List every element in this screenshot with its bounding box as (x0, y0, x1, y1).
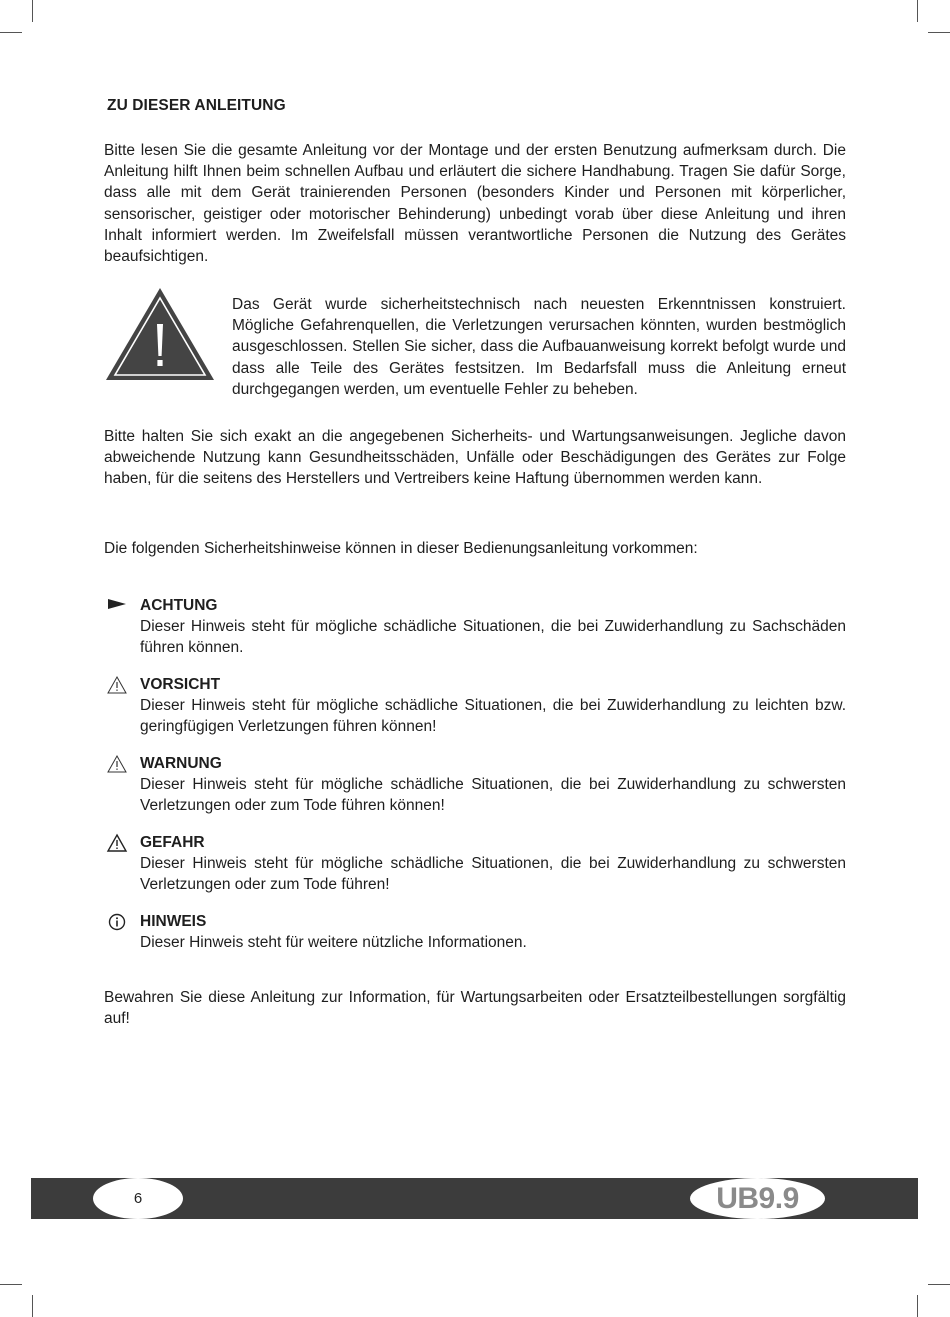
info-circle-icon (106, 912, 128, 932)
notice-title: WARNUNG (140, 755, 222, 772)
safety-box-text: Das Gerät wurde sicherheitstechnisch nach neuesten Erkenntnissen konstruiert. Mögliche Gefahrenquellen, die Verletzungen verursachen könnten, wurden bestmöglich ausgeschlossen. Stellen Sie sicher, dass die Aufbauanweisung korrekt befolgt wurde und dass alle Teile des Gerätes festsitzen. Im Bedarfsfall muss die Anleitung erneut durchgegangen werden, um eventuelle Fehler zu beheben. (232, 296, 846, 398)
compliance-paragraph: Bitte halten Sie sich exakt an die angegebenen Sicherheits- und Wartungsanweisungen. Jegliche davon abweichende Nutzung kann Gesundheitsschäden, Unfälle oder Beschädigungen des Gerätes zur Folge haben, für die seitens des Herstellers und Vertreibers keine Haftung übernommen werden kann. (104, 428, 846, 488)
notice-text: Dieser Hinweis steht für mögliche schädliche Situationen, die bei Zuwiderhandlung zu schwersten Verletzungen oder zum Tode führen! (140, 855, 846, 894)
closing-paragraph: Bewahren Sie diese Anleitung zur Information, für Wartungsarbeiten oder Ersatzteilbestellungen sorgfältig auf! (104, 989, 846, 1028)
crop-mark (0, 1284, 22, 1285)
notice-text: Dieser Hinweis steht für mögliche schädliche Situationen, die bei Zuwiderhandlung zu Sachschäden führen können. (140, 618, 846, 657)
notice-title: ACHTUNG (140, 597, 218, 614)
notice-title: HINWEIS (140, 913, 207, 930)
crop-mark (917, 1295, 918, 1317)
crop-mark (928, 32, 950, 33)
warning-triangle-icon (104, 286, 216, 382)
page-number: 6 (133, 1190, 143, 1207)
warning-outline-icon (106, 754, 128, 774)
notice-list-intro: Die folgenden Sicherheitshinweise können in dieser Bedienungsanleitung vorkommen: (104, 540, 698, 557)
notice-title: GEFAHR (140, 834, 205, 851)
intro-paragraph: Bitte lesen Sie die gesamte Anleitung vor der Montage und der ersten Benutzung aufmerksam durch. Die Anleitung hilft Ihnen beim schnellen Aufbau und erläutert die sichere Handhabung. Tragen Sie dafür Sorge, dass alle mit dem Gerät trainierenden Personen (besonders Kinder und Personen mit körperlicher, sensorischer, geistiger oder motorischer Behinderung) unbedingt vorab über diese Anleitung und ihren Inhalt informiert werden. Im Zweifelsfall müssen verantwortliche Personen die Nutzung des Gerätes beaufsichtigen. (104, 142, 846, 266)
crop-mark (32, 1295, 33, 1317)
crop-mark (32, 0, 33, 22)
crop-mark (917, 0, 918, 22)
notice-title: VORSICHT (140, 676, 221, 693)
section-heading: ZU DIESER ANLEITUNG (107, 97, 286, 114)
arrow-right-icon (106, 596, 128, 616)
crop-mark (928, 1284, 950, 1285)
notice-text: Dieser Hinweis steht für weitere nützliche Informationen. (140, 934, 527, 951)
notice-text: Dieser Hinweis steht für mögliche schädliche Situationen, die bei Zuwiderhandlung zu leichten bzw. geringfügigen Verletzungen führen können! (140, 697, 846, 736)
notice-text: Dieser Hinweis steht für mögliche schädliche Situationen, die bei Zuwiderhandlung zu schwersten Verletzungen oder zum Tode führen können! (140, 776, 846, 815)
crop-mark (0, 32, 22, 33)
model-name: UB9.9 (716, 1182, 799, 1215)
warning-outline-icon (106, 675, 128, 695)
warning-outline-icon (106, 833, 128, 853)
